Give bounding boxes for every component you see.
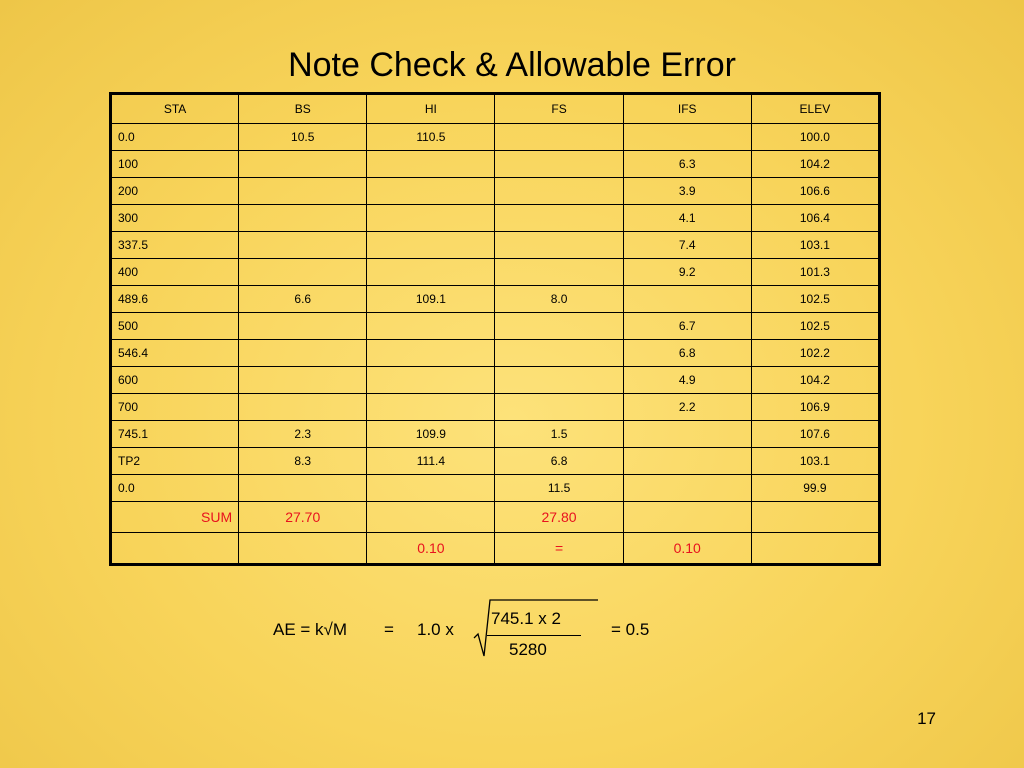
cell-hi: [367, 259, 495, 286]
cell-hi: [367, 367, 495, 394]
cell-bs: 8.3: [239, 448, 367, 475]
cell-hi: 111.4: [367, 448, 495, 475]
check-sta: [111, 533, 239, 565]
cell-elev: 106.4: [751, 205, 879, 232]
cell-bs: [239, 340, 367, 367]
table-header-row: [111, 94, 880, 124]
table-row: [111, 448, 880, 475]
cell-hi: 110.5: [367, 124, 495, 151]
cell-bs: [239, 313, 367, 340]
table-row: [111, 475, 880, 502]
cell-elev: 104.2: [751, 151, 879, 178]
sum-row: [111, 502, 880, 533]
table-row: [111, 394, 880, 421]
table-row: [111, 232, 880, 259]
cell-bs: 10.5: [239, 124, 367, 151]
cell-elev: 106.9: [751, 394, 879, 421]
cell-hi: [367, 151, 495, 178]
cell-sta: 745.1: [111, 421, 239, 448]
table-row: [111, 178, 880, 205]
cell-bs: [239, 232, 367, 259]
page-number: 17: [917, 709, 936, 728]
cell-elev: 104.2: [751, 367, 879, 394]
cell-fs: 11.5: [495, 475, 623, 502]
header-ifs: IFS: [623, 94, 751, 124]
cell-elev: 102.2: [751, 340, 879, 367]
cell-fs: [495, 313, 623, 340]
cell-sta: 0.0: [111, 124, 239, 151]
cell-elev: 99.9: [751, 475, 879, 502]
cell-ifs: [623, 124, 751, 151]
cell-bs: 2.3: [239, 421, 367, 448]
cell-fs: [495, 232, 623, 259]
table-row: [111, 313, 880, 340]
cell-fs: 6.8: [495, 448, 623, 475]
header-hi: HI: [367, 94, 495, 124]
cell-elev: 100.0: [751, 124, 879, 151]
cell-fs: 1.5: [495, 421, 623, 448]
cell-fs: [495, 205, 623, 232]
cell-fs: [495, 124, 623, 151]
cell-sta: 600: [111, 367, 239, 394]
sum-hi: [367, 502, 495, 533]
cell-hi: [367, 232, 495, 259]
cell-ifs: 2.2: [623, 394, 751, 421]
check-elev-difference: 0.10: [623, 533, 751, 565]
formula-coefficient: 1.0 x: [417, 620, 454, 639]
table-row: [111, 340, 880, 367]
cell-sta: 100: [111, 151, 239, 178]
cell-bs: [239, 151, 367, 178]
cell-elev: 103.1: [751, 448, 879, 475]
sum-bs: 27.70: [239, 502, 367, 533]
cell-ifs: [623, 421, 751, 448]
cell-elev: 102.5: [751, 313, 879, 340]
cell-bs: [239, 205, 367, 232]
cell-bs: [239, 394, 367, 421]
cell-elev: 103.1: [751, 232, 879, 259]
slide-title: Note Check & Allowable Error: [288, 46, 736, 84]
cell-hi: [367, 205, 495, 232]
cell-sta: 546.4: [111, 340, 239, 367]
cell-ifs: 4.1: [623, 205, 751, 232]
table-row: [111, 421, 880, 448]
cell-hi: [367, 475, 495, 502]
cell-bs: [239, 259, 367, 286]
cell-bs: [239, 475, 367, 502]
cell-fs: [495, 367, 623, 394]
cell-bs: 6.6: [239, 286, 367, 313]
check-elev: [751, 533, 879, 565]
cell-sta: 400: [111, 259, 239, 286]
check-difference: 0.10: [367, 533, 495, 565]
cell-ifs: 7.4: [623, 232, 751, 259]
cell-ifs: 3.9: [623, 178, 751, 205]
table-row: [111, 367, 880, 394]
cell-ifs: 4.9: [623, 367, 751, 394]
cell-ifs: 6.3: [623, 151, 751, 178]
header-bs: BS: [239, 94, 367, 124]
cell-ifs: [623, 475, 751, 502]
table-row: [111, 259, 880, 286]
table-row: [111, 124, 880, 151]
cell-sta: TP2: [111, 448, 239, 475]
cell-ifs: [623, 286, 751, 313]
cell-sta: 489.6: [111, 286, 239, 313]
cell-sta: 200: [111, 178, 239, 205]
cell-bs: [239, 178, 367, 205]
cell-hi: 109.9: [367, 421, 495, 448]
level-notes-table: [109, 92, 881, 566]
cell-sta: 700: [111, 394, 239, 421]
cell-sta: 337.5: [111, 232, 239, 259]
cell-sta: 500: [111, 313, 239, 340]
cell-elev: 101.3: [751, 259, 879, 286]
sum-fs: 27.80: [495, 502, 623, 533]
sum-elev: [751, 502, 879, 533]
cell-ifs: 6.8: [623, 340, 751, 367]
cell-fs: [495, 178, 623, 205]
cell-hi: 109.1: [367, 286, 495, 313]
cell-fs: [495, 340, 623, 367]
table-row: [111, 205, 880, 232]
fraction-bar: [487, 635, 581, 636]
cell-fs: 8.0: [495, 286, 623, 313]
sum-label: SUM: [111, 502, 239, 533]
table-row: [111, 151, 880, 178]
cell-fs: [495, 259, 623, 286]
check-row: [111, 533, 880, 565]
cell-hi: [367, 340, 495, 367]
header-fs: FS: [495, 94, 623, 124]
header-elev: ELEV: [751, 94, 879, 124]
cell-elev: 102.5: [751, 286, 879, 313]
formula-lhs: AE = k√M: [273, 620, 348, 639]
cell-hi: [367, 394, 495, 421]
check-bs: [239, 533, 367, 565]
cell-hi: [367, 178, 495, 205]
formula-denominator: 5280: [509, 640, 547, 659]
cell-sta: 0.0: [111, 475, 239, 502]
cell-sta: 300: [111, 205, 239, 232]
cell-ifs: 6.7: [623, 313, 751, 340]
cell-bs: [239, 367, 367, 394]
cell-hi: [367, 313, 495, 340]
sum-ifs: [623, 502, 751, 533]
cell-fs: [495, 394, 623, 421]
cell-elev: 107.6: [751, 421, 879, 448]
header-sta: STA: [111, 94, 239, 124]
cell-ifs: [623, 448, 751, 475]
cell-elev: 106.6: [751, 178, 879, 205]
formula-result: = 0.5: [611, 620, 650, 639]
table-row: [111, 286, 880, 313]
cell-fs: [495, 151, 623, 178]
formula-numerator: 745.1 x 2: [491, 609, 561, 628]
formula-equals: =: [384, 620, 394, 639]
check-equals: =: [495, 533, 623, 565]
cell-ifs: 9.2: [623, 259, 751, 286]
